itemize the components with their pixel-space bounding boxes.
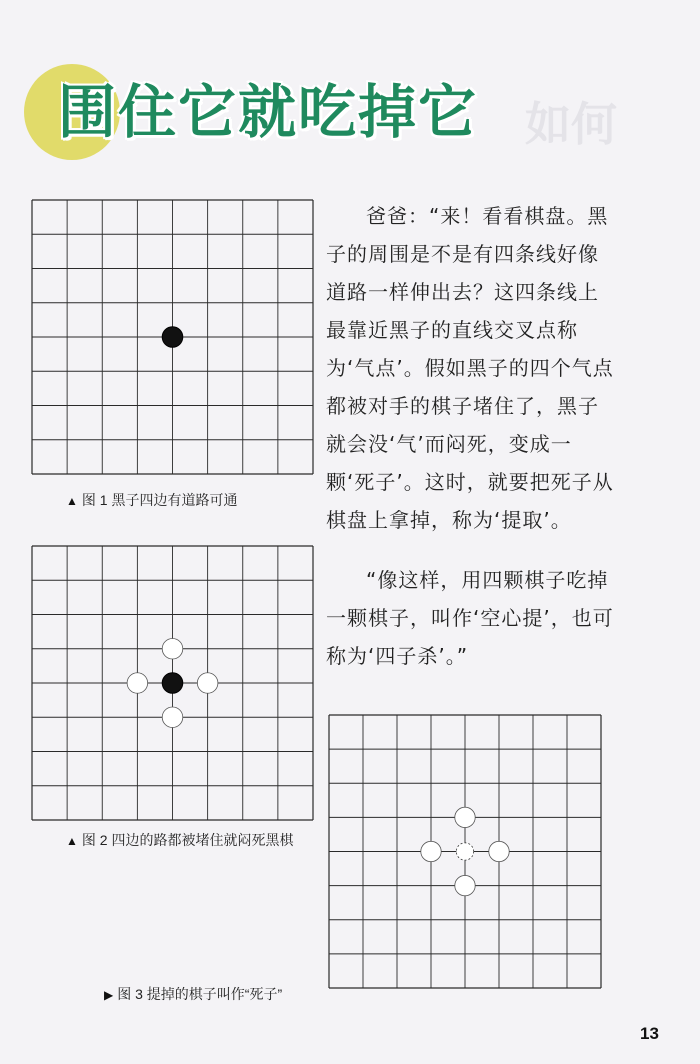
black-stone [162,673,183,694]
board-3-svg [328,714,602,989]
white-stone [489,841,509,861]
go-board-figure-2 [31,545,314,821]
paragraph-2: “像这样，用四颗棋子吃掉一颗棋子，叫作‘空心提’，也可称为‘四子杀’。” [326,568,614,668]
figure-3-caption-text: 图 3 提掉的棋子叫作“死子” [117,986,283,1002]
title-ghost-text: 如何 [525,97,617,151]
go-board-figure-3 [328,714,602,989]
white-stone [162,638,183,659]
page-number: 13 [640,1024,659,1043]
caption-marker-1: ▲ [66,494,78,508]
paragraph-1: 爸爸：“来！看看棋盘。黑子的周围是不是有四条线好像道路一样伸出去？这四条线上最靠近黑子的直线交叉点称为‘气点’。假如黑子的四个气点都被对手的棋子堵住了，黑子就会没‘气’而闷死，变成一颗‘死子’。这时，就要把死子从棋盘上拿掉，称为‘提取’。 [326,204,614,532]
caption-marker-3: ▶ [104,988,114,1002]
white-stone [455,875,475,895]
white-stone [421,841,441,861]
figure-3-caption [104,984,282,1004]
figure-1-caption-text: 图 1 黑子四边有道路可通 [81,492,238,508]
white-stone [127,673,148,694]
go-board-figure-1 [31,199,314,475]
page-title: 围住它就吃掉它 [58,78,479,146]
caption-marker-2: ▲ [66,834,78,848]
black-stone [162,327,183,348]
figure-1-caption [66,490,237,510]
figure-2-caption [66,830,293,850]
white-stone [455,807,475,827]
white-stone [197,673,218,694]
white-stone [162,707,183,728]
board-2-svg [31,545,314,821]
removed-stone-outline [456,843,473,860]
board-1-svg [31,199,314,475]
figure-2-caption-text: 图 2 四边的路都被堵住就闷死黑棋 [81,832,294,848]
